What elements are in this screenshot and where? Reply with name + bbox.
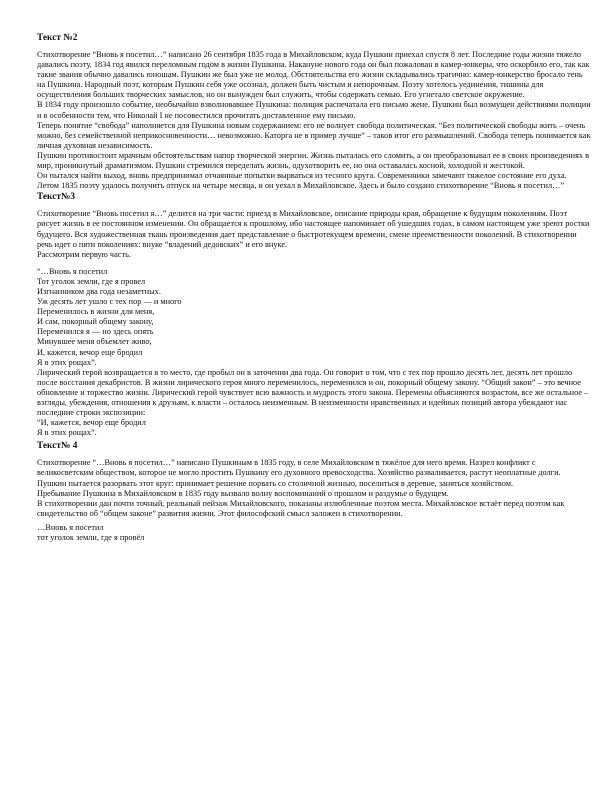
paragraph: Летом 1835 поэту удалось получить отпуск на четыре месяца, и он уехал в Михайловское. Здесь и было создано стихотворение “Вновь я посетил…”	[37, 181, 565, 191]
quote-lines	[37, 418, 592, 438]
poem-line: тот уголок земли, где я провёл	[37, 533, 145, 543]
poem-line: Переменился я — но здесь опять	[37, 327, 154, 337]
poem-line: Изгнанником два года незаметных.	[37, 286, 161, 296]
paragraph: Он пытался найти выход, вновь предпринимал отчаянные попытки вырваться из тесного круга. Современники замечают тяжелое состояние его духа.	[37, 171, 567, 181]
poem-line: И, кажется, вечор еще бродил	[37, 347, 143, 357]
poem-line: Минувшее меня объемлет живо,	[37, 337, 152, 347]
paragraph: Рассмотрим первую часть.	[37, 249, 131, 259]
poem-line: Тот уголок земли, где я провел	[37, 276, 146, 286]
poem-line: …Вновь я посетил	[37, 522, 104, 532]
paragraph: В стихотворении дан почти точный, реальный пейзаж Михайловского, показаны излюбленные поэтом места. Михайловское встаёт перед поэтом как свидетельство об “общем законе” развития жизни. Этот философский смысл заложен в стихотворении.	[37, 498, 565, 518]
paragraph: Лирический герой возвращается в то место, где пробыл он в заточении два года. Он говорит о том, что с тех пор прошло десять лет, десять лет прошло после восстания декабристов. В жизни лирического героя много переменилось, переменился и он, покорный общему закону. “Общий закон” – это вечное обновление и торжество жизни. Лирический герой чувствует всю важность и мудрость этого закона. Перемены объясняются возрастом, все же остальное – взгляды, убеждения, отношения к друзьям, к власти – осталось неизменным. В неизменности нравственных и идейных позиций автора убеждают нас последние строки экспозиции:	[37, 367, 589, 418]
poem-line: “…Вновь я посетил	[37, 266, 108, 276]
paragraph: Стихотворение “Вновь посетил я…” делится на три части: приезд в Михайловское, описание природы края, обращение к будущим поколениям. Поэт рисует жизнь в ее постоянном изменении. Он обращается к прошлому, ибо настоящее напоминает об ушедших годах, в самом настоящем уже зреют ростки будущего. Вся художественная ткань произведения дает представление о быстротекущем времени, смене преемственности поколений. В стихотворении речь идет о пяти поколениях: внуке “владений дедовских” и его внуке.	[37, 209, 590, 249]
paragraph: Стихотворение “…Вновь я посетил…” написано Пушкиным в 1835 году, в селе Михайловском в тяжёлое для него время. Назрел конфликт с великосветским обществом, которое не могло простить Пушкину его духовного превосходства. Хозяйство разваливается, растут неоплатные долги. Пушкин пытается разорвать этот круг: принимает решение порвать со столичной жизнью, поселиться в деревне, заняться хозяйством.	[37, 458, 561, 488]
poem-excerpt	[37, 267, 592, 368]
poem-excerpt	[37, 523, 592, 543]
paragraph: Теперь понятие “свобода” наполняется для Пушкина новым содержанием: его не волнует свобода политическая. “Без политической свободы жить – очень можно, без семейственной неприкосновенности… невозможно. Каторга не в пример лучше” – таков итог его размышлений. Свобода теперь понимается как личная духовная независимость.	[37, 120, 591, 150]
section-heading: Текст№3	[37, 192, 76, 203]
section-heading: Текст№ 4	[37, 441, 78, 452]
quote-line: “И, кажется, вечор еще бродил	[37, 418, 146, 428]
section-heading: Текст №2	[37, 33, 78, 43]
poem-line: Уж десять лет ушло с тех пор — и много	[37, 297, 182, 307]
poem-line: Я в этих рощах”.	[37, 357, 97, 367]
poem-line: И сам, покорный общему закону,	[37, 317, 154, 327]
paragraph: В 1834 году произошло событие, необычайно взволновавшее Пушкина: полиция распечатала его письмо жене. Пушкин был возмущен действиями полиции и в особенности тем, что Николай I не посовестился прочитать доставленное ему письмо.	[37, 100, 591, 120]
quote-line: Я в этих рощах”.	[37, 428, 97, 438]
paragraph: Пребывание Пушкина в Михайловском в 1835 году вызвало волну воспоминаний о прошлом и раздумье о будущем.	[37, 488, 449, 498]
paragraph: Стихотворение “Вновь я посетил…” написано 26 сентября 1835 года в Михайловском, куда Пушкин приехал спустя 8 лет. Последние годы жизни тяжело давались поэту. 1834 год явился переломным годом в жизни Пушкина. Накануне нового года он был пожалован в камер-юнкеры, что оскорбило его, так как такие звания обычно давались юношам. Пушкин же был уже не молод. Обстоятельства его жизни складывались трагично: камер-юнкерство бросало тень на Пушкина. Народный поэт, которым Пушкин себя уже осознал, должен быть чистым и непорочным. Поэту хотелось уединения, тишины для осуществления больших творческих замыслов, но он вынужден был служить, чтобы содержать семью. Его угнетало светское окружение.	[37, 50, 590, 100]
paragraph: Пушкин противостоит мрачным обстоятельствам напор творческой энергии. Жизнь пыталась его сломить, а он преобразовывал ее в своих произведениях в мир, проникнутый драматизмом. Пушкин стремился переделать жизнь, одухотворить ее, но она оставалась косной, холодной и жестокой.	[37, 150, 590, 171]
poem-line: Переменилось в жизни для меня,	[37, 307, 155, 317]
